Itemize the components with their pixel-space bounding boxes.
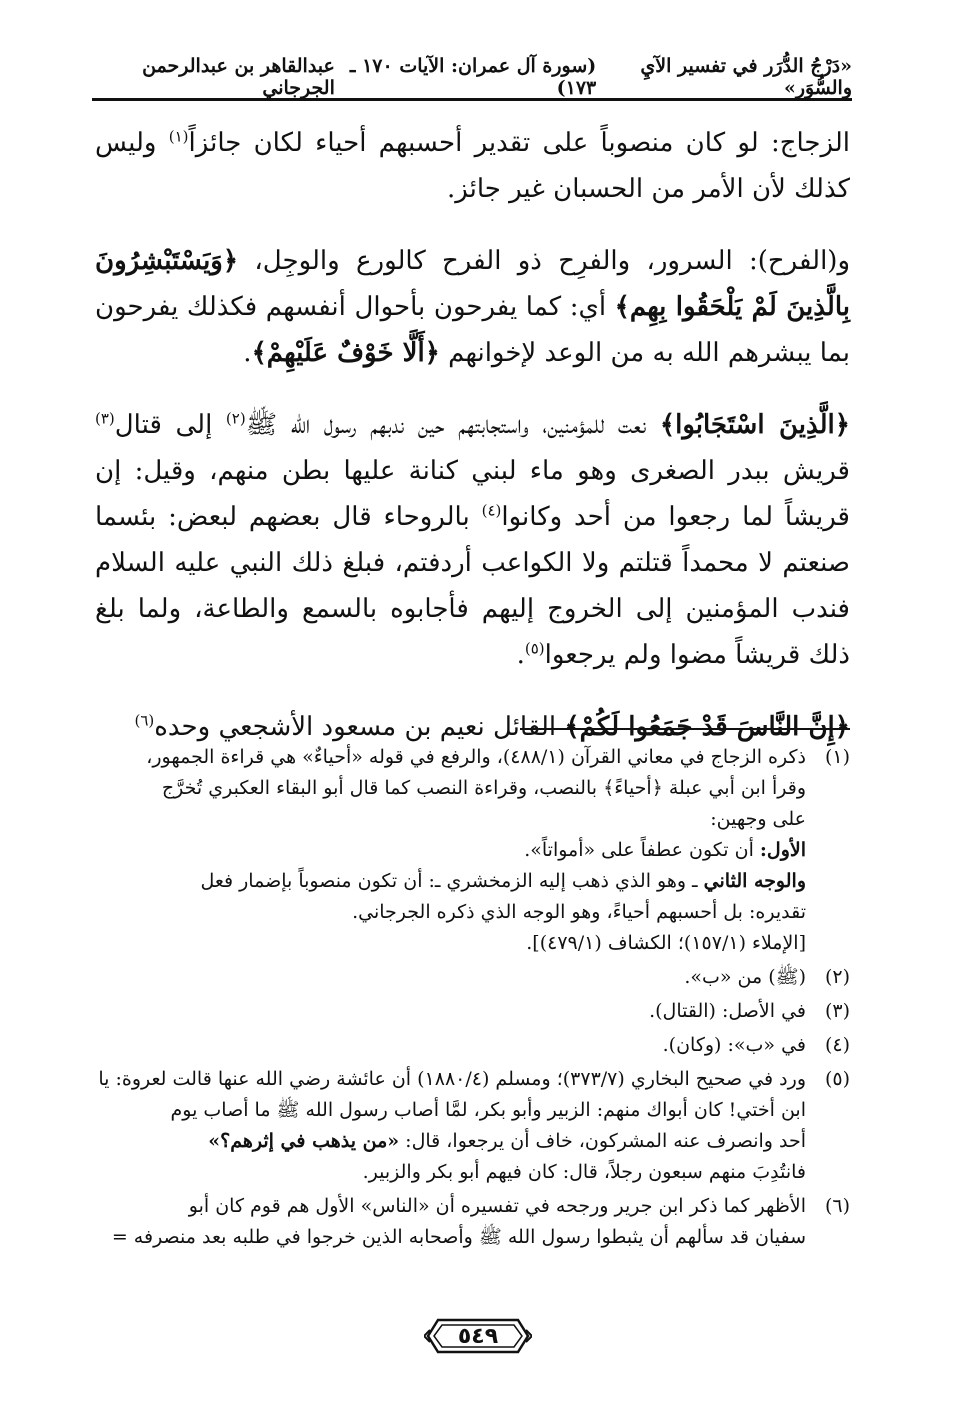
footnote-4 xyxy=(95,1030,850,1061)
paragraph-1 xyxy=(95,120,850,212)
footnote-body xyxy=(95,1064,806,1188)
footnote-number: (٣) xyxy=(824,1000,850,1022)
footnote-line: وقرأ ابن أبي عبلة ﴿أحياءً﴾ بالنصب، وقراءة النصب كما قال أبو البقاء العكبري تُخرَّج xyxy=(161,777,806,799)
footnote-5 xyxy=(95,1064,850,1188)
footnote-text: أحد وانصرف عنه المشركون، خاف أن يرجعوا، قال: xyxy=(399,1130,806,1152)
footnote-1 xyxy=(95,742,850,959)
footnote-bold-term: الأول: xyxy=(759,839,806,861)
footnote-ref-3[interactable]: (٣) xyxy=(95,409,115,428)
footnote-number: (٢) xyxy=(824,966,850,988)
p2-text-3: . xyxy=(243,338,252,368)
p3-text-1: نعت للمؤمنين، واستجابتهم حين ندبهم رسول الله ﷺ xyxy=(245,410,660,440)
footnote-number: (٦) xyxy=(824,1195,850,1217)
footnote-ref-6[interactable]: (٦) xyxy=(134,711,155,730)
footnote-body: (ﷺ) من «ب». xyxy=(684,966,806,988)
footnotes xyxy=(95,742,850,1256)
footnote-number: (١) xyxy=(824,746,850,768)
footnote-line: تقديره: بل أحسبهم أحياءً، وهو الوجه الذي ذكره الجرجاني. xyxy=(352,901,806,923)
quran-quote-1: ﴿وَيَسْتَبْشِرُونَ بِالَّذِينَ لَمْ يَلْحَقُوا بِهِم﴾ xyxy=(95,246,850,322)
p3-text-4: بالروحاء قال بعضهم لبعض: بئسما صنعتم لا محمداً قتلتم ولا الكواعب أردفتم، فبلغ ذلك النبي عليه السلام فندب المؤمنين إلى الخروج إليهم فأجابوه بالسمع والطاعة، ولما بلغ ذلك قريشاً مضوا ولم يرجعوا xyxy=(95,502,850,670)
p4-text-1: القائل نعيم بن مسعود الأشجعي وحده xyxy=(154,712,565,742)
footnote-line: على وجهين: xyxy=(710,808,806,830)
main-text xyxy=(95,120,850,776)
footnote-ref-1[interactable]: (١) xyxy=(168,127,189,146)
footnote-line xyxy=(95,835,806,866)
footnote-body: في الأصل: (القتال). xyxy=(649,1000,806,1022)
header-rule xyxy=(92,98,852,101)
footnote-body: في «ب»: (وكان). xyxy=(662,1034,806,1056)
p2-text-1: و(الفرح): السرور، والفرِح ذو الفرح كالورع والوجِل، xyxy=(238,246,850,276)
footnote-line: ابن أختي! كان أبواك منهم: الزبير وأبو بكر، لمَّا أصاب رسول الله ﷺ ما أصاب يوم xyxy=(170,1099,806,1121)
footnote-ref-5[interactable]: (٥) xyxy=(524,639,545,658)
footnote-3 xyxy=(95,996,850,1027)
header-book-title: «دَرْجُ الدُّرَر في تفسير الآيِ والسُّوَر» xyxy=(640,55,852,99)
quran-quote-3: ﴿الَّذِينَ اسْتَجَابُوا﴾ xyxy=(659,410,850,440)
footnote-bold-term: والوجه الثاني xyxy=(703,870,806,892)
footnote-line: سفيان قد سألهم أن يثبطوا رسول الله ﷺ وأصحابه الذين خرجوا في طلبه بعد منصرفه = xyxy=(111,1226,806,1248)
footnote-separator xyxy=(520,728,850,730)
header-section: (سورة آل عمران: الآيات ١٧٠ ـ ١٧٣) xyxy=(349,55,597,99)
header-author: عبدالقاهر بن عبدالرحمن الجرجاني xyxy=(142,55,335,99)
paragraph-2 xyxy=(95,238,850,376)
p2-text-2: أي: كما يفرحون بأحوال أنفسهم فكذلك يفرحون بما يبشرهم الله به من الوعد لإخوانهم xyxy=(95,292,850,368)
footnote-line: الأظهر كما ذكر ابن جرير ورجحه في تفسيره أن «الناس» الأول هم قوم كان أبو xyxy=(188,1195,806,1217)
quran-quote-2: ﴿أَلَّا خَوْفٌ عَلَيْهِمْ﴾ xyxy=(251,338,440,368)
paragraph-3 xyxy=(95,402,850,678)
p3-text-2: إلى قتال xyxy=(114,410,226,440)
footnote-line: فانتُدِبَ منهم سبعون رجلاً، قال: كان فيهم أبو بكر والزبير. xyxy=(362,1161,806,1183)
footnote-line xyxy=(95,866,806,897)
page-number-text: ٥٤٩ xyxy=(457,1323,499,1349)
footnote-2 xyxy=(95,962,850,993)
running-header xyxy=(92,55,852,99)
p3-text-5: . xyxy=(516,640,525,670)
footnote-ref-2[interactable]: (٢) xyxy=(225,409,246,428)
p3-text-3: قريش ببدر الصغرى وهو ماء لبني كنانة عليها بطن منهم، وقيل: إن قريشاً لما رجعوا من أحد وكانوا xyxy=(95,456,850,532)
footnote-bold-quote: «من يذهب في إثرهم؟» xyxy=(208,1130,400,1152)
p1-text-2: وليس كذلك لأن الأمر من الحسبان غير جائز. xyxy=(95,128,850,204)
quran-quote-4: ﴿إِنَّ النَّاسَ قَدْ جَمَعُوا لَكُمْ﴾ xyxy=(564,712,850,742)
footnote-line: [الإملاء (١٥٧/١)؛ الكشاف (٤٧٩/١)]. xyxy=(526,932,806,954)
footnote-number: (٥) xyxy=(824,1068,850,1090)
footnote-text: أن تكون عطفاً على «أمواتاً». xyxy=(524,839,760,861)
footnote-body xyxy=(95,1191,806,1253)
page-number xyxy=(424,1314,532,1358)
footnote-line xyxy=(95,1126,806,1157)
footnote-body xyxy=(95,742,806,959)
footnote-ref-4[interactable]: (٤) xyxy=(481,501,502,520)
footnote-number: (٤) xyxy=(824,1034,850,1056)
footnote-6 xyxy=(95,1191,850,1253)
footnote-line: ذكره الزجاج في معاني القرآن (٤٨٨/١)، والرفع في قوله «أحياءٌ» هي قراءة الجمهور، xyxy=(146,746,806,768)
p1-text: الزجاج: لو كان منصوباً على تقدير أحسبهم أحياء لكان جائزاً xyxy=(188,128,850,158)
footnote-line: ورد في صحيح البخاري (٣٧٣/٧)؛ ومسلم (١٨٨٠/٤) أن عائشة رضي الله عنها قالت لعروة: يا xyxy=(98,1068,806,1090)
footnote-text: ـ وهو الذي ذهب إليه الزمخشري ـ: أن تكون منصوباً بإضمار فعل xyxy=(200,870,704,892)
